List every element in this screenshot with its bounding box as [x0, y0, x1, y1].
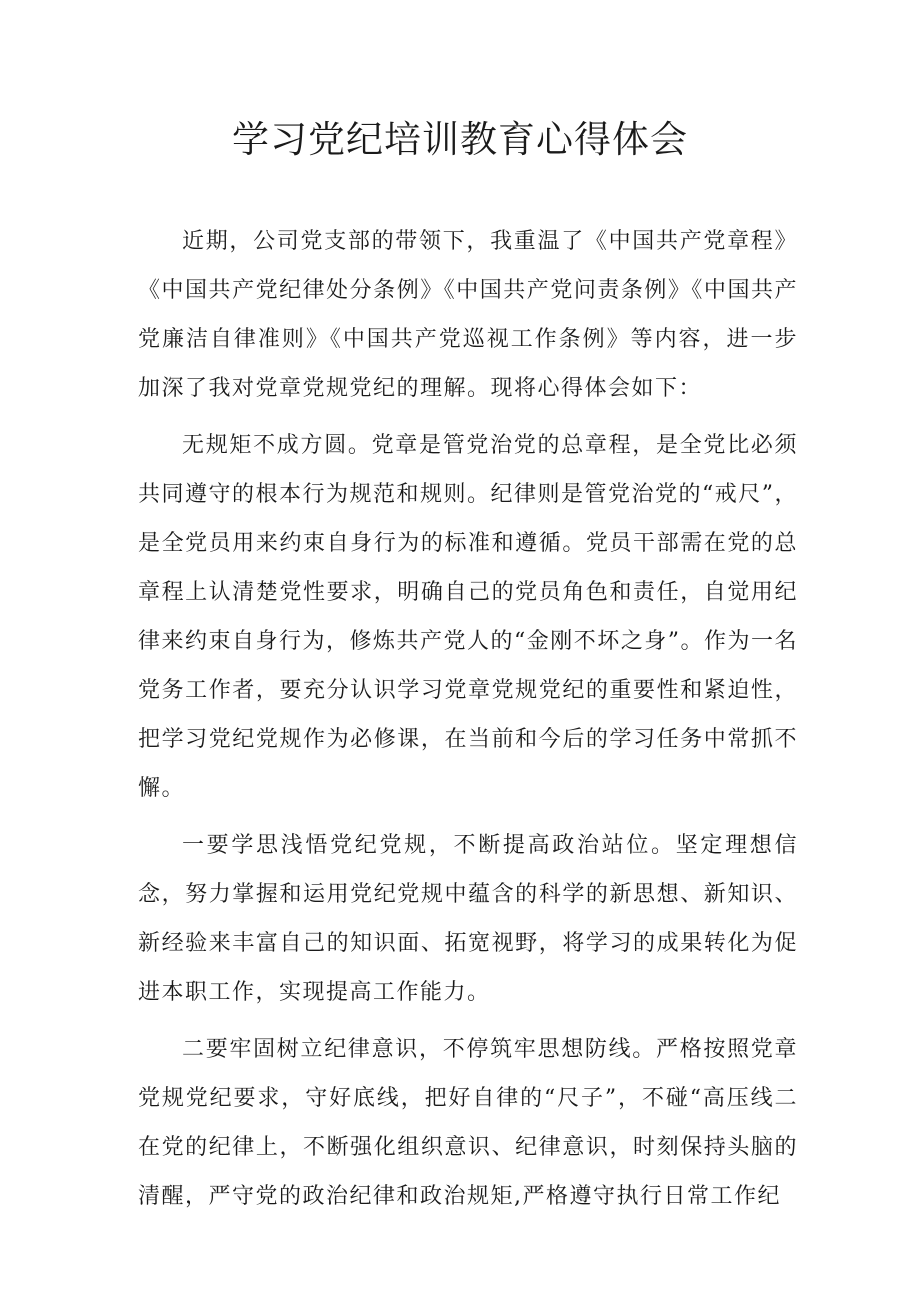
- paragraph-point-two: 二要牢固树立纪律意识，不停筑牢思想防线。严格按照党章党规党纪要求，守好底线，把好自律的“尺子”，不碰“高压线二在党的纪律上，不断强化组织意识、纪律意识，时刻保持头脑的清醒，严守党的政治纪律和政治规矩,严格遵守执行日常工作纪: [138, 1037, 798, 1209]
- paragraph-intro: 近期，公司党支部的带领下，我重温了《中国共产党章程》《中国共产党纪律处分条例》《中国共产党问责条例》《中国共产党廉洁自律准则》《中国共产党巡视工作条例》等内容，进一步加深了我对党章党规党纪的理解。现将心得体会如下：: [138, 229, 798, 401]
- document-body: [138, 217, 798, 1229]
- paragraph-rules: 无规矩不成方圆。党章是管党治党的总章程，是全党比必须共同遵守的根本行为规范和规则。纪律则是管党治党的“戒尺”，是全党员用来约束自身行为的标准和遵循。党员干部需在党的总章程上认清楚党性要求，明确自己的党员角色和责任，自觉用纪律来约束自身行为，修炼共产党人的“金刚不坏之身”。作为一名党务工作者，要充分认识学习党章党规党纪的重要性和紧迫性，把学习党纪党规作为必修课，在当前和今后的学习任务中常抓不懈。: [138, 433, 798, 801]
- paragraph-point-one: 一要学思浅悟党纪党规，不断提高政治站位。坚定理想信念，努力掌握和运用党纪党规中蕴含的科学的新思想、新知识、新经验来丰富自己的知识面、拓宽视野，将学习的成果转化为促进本职工作，实现提高工作能力。: [138, 833, 798, 1005]
- document-title: 学习党纪培训教育心得体会: [232, 118, 688, 161]
